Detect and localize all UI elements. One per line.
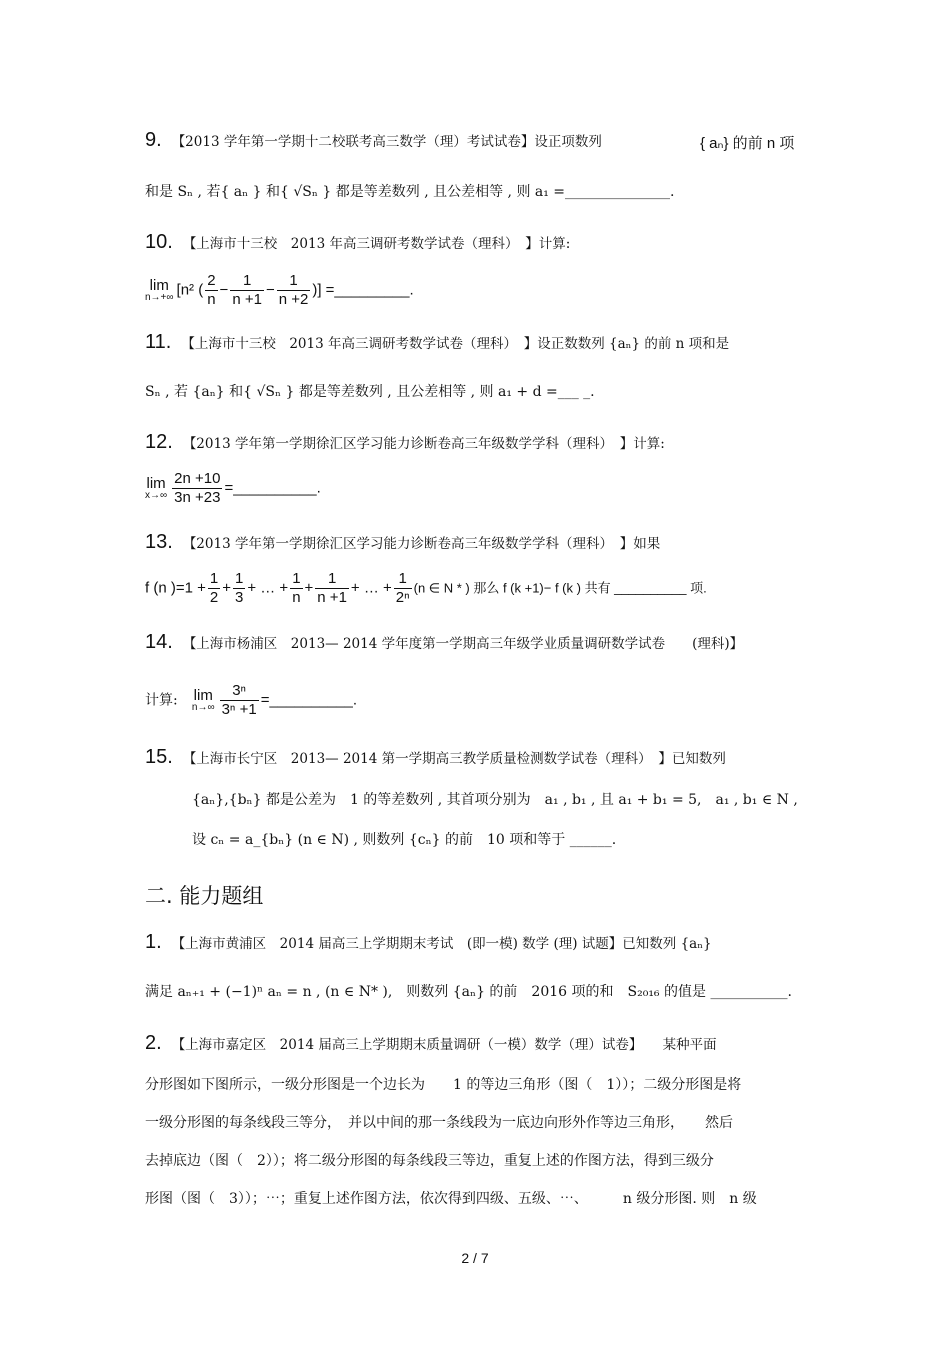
q15-line2: {aₙ},{bₙ} 都是公差为 1 的等差数列 , 其首项分别为 a₁ , b₁ , 且 a₁ + b₁ = 5, a₁ , b₁ ∈ N , [192, 792, 798, 808]
q13-frac1: $\frac{1}{2}$ [209, 570, 219, 606]
q9-number: 9. [145, 129, 162, 151]
q14-expression: 计算: lim n→∞ $\frac{\text{3ⁿ}}{\text{3ⁿ +1}}$ =__________. [145, 682, 358, 718]
p2-line4: 去掉底边（图（ 2））；将二级分形图的每条线段三等边，重复上述的作图方法，得到三级分 [145, 1153, 714, 1169]
q11-line1 [145, 332, 729, 354]
q9-source: 【2013 学年第一学期十二校联考高三数学（理）考试试卷】设正项数列 [171, 134, 602, 150]
q14-frac: $\frac{\text{3ⁿ}}{\text{3ⁿ +1}}$ [221, 682, 257, 718]
p2-line1 [145, 1033, 717, 1055]
section-heading: 二. 能力题组 [145, 884, 264, 908]
q13-frac5: $\frac{1}{\text{2ⁿ}}$ [395, 570, 410, 606]
p2-line3: 一级分形图的每条线段三等分， 并以中间的那一条线段为一底边向形外作等边三角形， 然后 [145, 1115, 733, 1131]
q13-source: 【2013 学年第一学期徐汇区学习能力诊断卷高三年级数学学科（理科） 】如果 [182, 536, 661, 552]
q13-number: 13. [145, 531, 173, 553]
p1-line2: 满足 aₙ₊₁ + (−1)ⁿ aₙ = n , (n ∈ N* ), 则数列 {aₙ} 的前 2016 项的和 S₂₀₁₆ 的值是 ___________. [145, 984, 792, 1000]
q10-frac1: $\frac{2}{n}$ [207, 272, 216, 308]
q15-source: 【上海市长宁区 2013— 2014 第一学期高三教学质量检测数学试卷（理科） 】已知数列 [182, 751, 726, 767]
q10-source: 【上海市十三校 2013 年高三调研考数学试卷（理科） 】计算: [182, 236, 571, 252]
q10-frac2: $\frac{1}{n +1}$ [232, 272, 262, 308]
q11-number: 11. [145, 331, 172, 353]
p1-line1 [145, 932, 712, 954]
p2-line5: 形图（图（ 3））；⋯；重复上述作图方法，依次得到四级、五级、⋯、 n 级分形图. 则 n 级 [145, 1191, 757, 1207]
q10-expression: lim n→+∞ [n² ( $\frac{2}{n}$ − $\frac{1}{n +1}$ − $\frac{1}{n +2}$ )] =_________. [145, 272, 414, 308]
q9-line1 [145, 130, 602, 152]
page-number: 2 / 7 [461, 1250, 489, 1266]
q11-line2: Sₙ , 若 {aₙ} 和{ √Sₙ } 都是等差数列 , 且公差相等 , 则 a₁ + d =___ _. [145, 384, 595, 400]
q14-limit: lim n→∞ [191, 687, 215, 713]
p2-number: 2. [145, 1032, 162, 1054]
q13-frac4: $\frac{1}{n +1}$ [317, 570, 347, 606]
p1-number: 1. [145, 931, 162, 953]
q10-line1 [145, 232, 570, 254]
q12-expression: lim x→∞ $\frac{2n +10}{3n +23}$ =__________. [145, 470, 321, 506]
q10-frac3: $\frac{1}{n +2}$ [278, 272, 309, 308]
q12-line1 [145, 432, 665, 454]
q14-source: 【上海市杨浦区 2013— 2014 学年度第一学期高三年级学业质量调研数学试卷 (理科)】 [182, 636, 744, 652]
q10-number: 10. [145, 231, 173, 253]
q14-number: 14. [145, 631, 173, 653]
q10-limit: lim n→+∞ [145, 277, 174, 303]
p2-source: 【上海市嘉定区 2014 届高三上学期期末质量调研（一模）数学（理）试卷】 某种平面 [171, 1037, 717, 1053]
q12-source: 【2013 学年第一学期徐汇区学习能力诊断卷高三年级数学学科（理科） 】计算: [182, 436, 665, 452]
q9-seq: { aₙ} 的前 n 项 [700, 135, 795, 152]
q13-line1 [145, 532, 660, 554]
p1-source: 【上海市黄浦区 2014 届高三上学期期末考试 (即一模) 数学 (理) 试题】已知数列 {aₙ} [171, 936, 712, 952]
q14-line1 [145, 632, 743, 654]
q15-number: 15. [145, 746, 173, 768]
q12-frac: $\frac{2n +10}{3n +23}$ [174, 470, 221, 506]
q13-expression: f (n )=1 + $\frac{1}{2}$ + $\frac{1}{3}$ + … + $\frac{1}{n}$ + $\frac{1}{n +1}$ + … + $\frac{1}{\text{2ⁿ}}$ (n ∈ N * ) 那么 f (k +1)− f (k ) 共有 __________ 项. [145, 570, 707, 606]
q15-line1 [145, 747, 726, 769]
q15-line3: 设 cₙ = a_{bₙ} (n ∈ N) , 则数列 {cₙ} 的前 10 项和等于 ______. [192, 832, 617, 848]
q12-limit: lim x→∞ [145, 475, 168, 501]
p2-line2: 分形图如下图所示，一级分形图是一个边长为 1 的等边三角形（图（ 1））；二级分形图是将 [145, 1077, 742, 1093]
q9-line2: 和是 Sₙ , 若{ aₙ } 和{ √Sₙ } 都是等差数列 , 且公差相等 , 则 a₁ =_______________. [145, 184, 675, 200]
q13-frac2: $\frac{1}{3}$ [234, 570, 244, 606]
q13-frac3: $\frac{1}{n}$ [292, 570, 301, 606]
q11-source: 【上海市十三校 2013 年高三调研考数学试卷（理科） 】设正数数列 {aₙ} 的前 n 项和是 [181, 336, 730, 352]
q12-number: 12. [145, 431, 173, 453]
